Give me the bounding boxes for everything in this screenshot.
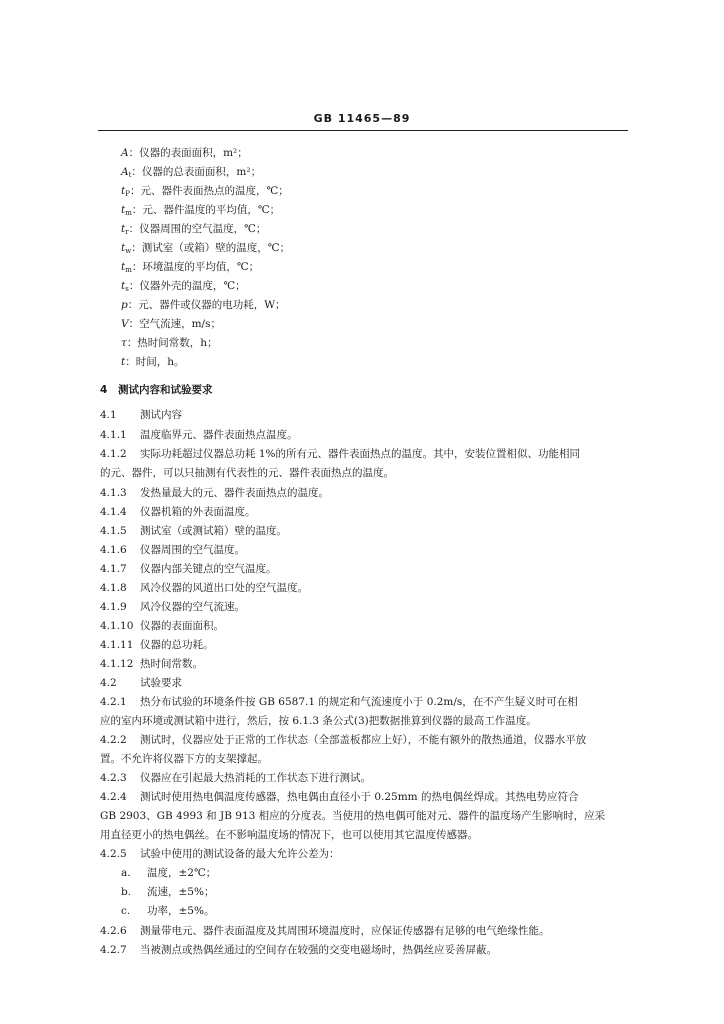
clause-text: 仪器内部关键点的空气温度。	[140, 563, 277, 575]
clause-text: 当被测点或热偶丝通过的空间存在较强的交变电磁场时，热偶丝应妥善屏蔽。	[140, 944, 497, 956]
symbol: t	[121, 223, 126, 235]
clause-4-1-2-cont: 的元、器件，可以只抽测有代表性的元、器件表面热点的温度。	[100, 467, 394, 479]
clause-text: 测试时使用热电偶温度传感器，热电偶由直径小于 0.25mm 的热电偶丝焊成。其热电势应符合	[140, 791, 579, 803]
symbol: t	[121, 280, 126, 292]
symbol-desc: ：测试室（或箱）壁的温度，℃；	[131, 242, 290, 254]
clause-number: 4.1.11	[100, 639, 134, 651]
clause-number: 4.1.12	[100, 658, 134, 670]
item-text: 功率，±5%。	[147, 905, 215, 917]
clause-4-2-3	[100, 771, 371, 785]
standard-code-header: GB 11465—89	[313, 112, 411, 125]
clause-number: 4.1.3	[100, 487, 127, 499]
clause-number: 4.2.2	[100, 734, 127, 746]
clause-4-1-4	[100, 505, 256, 519]
clause-4-1-10	[100, 619, 224, 633]
tolerance-item	[121, 866, 216, 880]
clause-number: 4.1.1	[100, 429, 127, 441]
tolerance-item	[121, 885, 214, 899]
symbol-desc: ：环境温度的平均值，℃；	[131, 261, 260, 273]
symbol: t	[121, 204, 126, 216]
clause-number: 4.2.7	[100, 944, 127, 956]
symbol: V	[121, 318, 129, 330]
symbol: τ	[121, 337, 127, 349]
clause-text: 风冷仪器的空气流速。	[140, 601, 245, 613]
clause-4-1-5	[100, 524, 287, 538]
symbol-desc: ：仪器的表面面积，m²；	[128, 147, 248, 159]
section-number: 4	[100, 384, 108, 396]
symbol-sub: m	[125, 266, 132, 274]
clause-4-2	[100, 676, 182, 690]
clause-text: 试验中使用的测试设备的最大允许公差为：	[140, 848, 340, 860]
symbol-def-tm	[121, 203, 280, 220]
clause-4-2-1-cont: 应的室内环境或测试箱中进行，然后，按 6.1.3 条公式(3)把数据推算到仪器的最高工作温度。	[100, 715, 537, 727]
clause-number: 4.1.10	[100, 620, 134, 632]
clause-number: 4.2.6	[100, 925, 127, 937]
section-4-heading	[100, 383, 213, 397]
clause-text: 仪器周围的空气温度。	[140, 544, 245, 556]
section-title: 测试内容和试验要求	[118, 384, 213, 396]
clause-4-1-12	[100, 657, 203, 671]
symbol-desc: ：仪器周围的空气温度，℃；	[128, 223, 267, 235]
item-key: b.	[121, 886, 132, 898]
symbol-sub: r	[125, 228, 129, 236]
clause-4-2-2	[100, 733, 586, 747]
clause-number: 4.2.3	[100, 772, 127, 784]
clause-number: 4.1.8	[100, 582, 127, 594]
symbol-def-v	[121, 317, 221, 334]
symbol-def-tau	[121, 336, 218, 353]
clause-4-1-6	[100, 543, 245, 557]
symbol: t	[121, 356, 126, 368]
symbol-sub: P	[125, 190, 130, 198]
clause-4-1-7	[100, 562, 277, 576]
clause-number: 4.1	[100, 409, 117, 421]
clause-text: 风冷仪器的风道出口处的空气温度。	[140, 582, 308, 594]
clause-number: 4.2	[100, 677, 117, 689]
clause-4-2-7	[100, 943, 497, 957]
symbol-desc: ：元、器件表面热点的温度，℃；	[129, 185, 289, 197]
clause-4-1-11	[100, 638, 214, 652]
clause-text: 热分布试验的环境条件按 GB 6587.1 的规定和气流速度小于 0.2m/s，在不产生疑义时可在相	[140, 696, 578, 708]
clause-4-2-1	[100, 695, 578, 709]
symbol: t	[121, 185, 126, 197]
symbol-desc: ：元、器件温度的平均值，℃；	[131, 204, 281, 216]
clause-4-1-9	[100, 600, 245, 614]
clause-number: 4.1.2	[100, 448, 127, 460]
clause-4-2-4-cont-2: 用直径更小的热电偶丝。在不影响温度场的情况下，也可以使用其它温度传感器。	[100, 829, 478, 841]
clause-4-1-1	[100, 428, 298, 442]
clause-text: 仪器的总功耗。	[140, 639, 214, 651]
symbol-desc: ：空气流速，m/s；	[128, 318, 221, 330]
symbol: t	[121, 261, 126, 273]
symbol-def-a	[121, 146, 248, 163]
clause-number: 4.2.4	[100, 791, 127, 803]
symbol-sub: t	[128, 171, 132, 179]
symbol: A	[121, 166, 129, 178]
clause-number: 4.1.7	[100, 563, 127, 575]
clause-number: 4.1.5	[100, 525, 127, 537]
symbol-def-tr	[121, 222, 266, 239]
clause-4-2-6	[100, 924, 550, 938]
clause-text: 测试时，仪器应处于正常的工作状态（全部盖板都应上好），不能有额外的散热通道，仪器水平放	[140, 734, 587, 746]
symbol-desc: ：时间，h。	[125, 356, 185, 368]
symbol-def-ts	[121, 279, 246, 296]
symbol-sub: m	[125, 209, 132, 217]
clause-number: 4.1.9	[100, 601, 127, 613]
clause-text: 仪器应在引起最大热消耗的工作状态下进行测试。	[140, 772, 371, 784]
item-text: 流速，±5%；	[147, 886, 215, 898]
symbol-def-tme	[121, 260, 259, 277]
clause-title: 试验要求	[140, 677, 182, 689]
symbol-desc: ：仪器外壳的温度，℃；	[128, 280, 246, 292]
symbol-sub: s	[125, 285, 129, 293]
header-rule	[98, 130, 628, 131]
clause-text: 仪器的表面面积。	[140, 620, 224, 632]
clause-text: 温度临界元、器件表面热点温度。	[140, 429, 298, 441]
clause-text: 测试室（或测试箱）壁的温度。	[140, 525, 287, 537]
clause-text: 发热量最大的元、器件表面热点的温度。	[140, 487, 329, 499]
symbol-def-p	[121, 298, 286, 315]
clause-4-1-3	[100, 486, 329, 500]
clause-4-1	[100, 408, 182, 422]
symbol: p	[121, 299, 128, 311]
clause-number: 4.1.4	[100, 506, 127, 518]
symbol: t	[121, 242, 126, 254]
symbol-desc: ：仪器的总表面面积，m²；	[131, 166, 262, 178]
symbol-desc: ：热时间常数，h；	[126, 337, 218, 349]
symbol-def-at	[121, 165, 261, 182]
clause-4-2-4	[100, 790, 578, 804]
clause-number: 4.2.5	[100, 848, 127, 860]
symbol-sub: w	[125, 247, 132, 255]
clause-4-1-8	[100, 581, 308, 595]
item-key: c.	[121, 905, 131, 917]
clause-4-2-4-cont-1: GB 2903、GB 4993 和 JB 913 相应的分度表。当使用的热电偶可能对元、器件的温度场产生影响时，应采	[100, 810, 606, 822]
tolerance-item	[121, 904, 214, 918]
clause-text: 实际功耗超过仪器总功耗 1%的所有元、器件表面热点的温度。其中，安装位置相似、功能相同	[140, 448, 580, 460]
symbol-def-tw	[121, 241, 290, 258]
clause-4-2-2-cont: 置。不允许将仪器下方的支架撑起。	[100, 753, 268, 765]
symbol-def-tp	[121, 184, 289, 201]
symbol-desc: ：元、器件或仪器的电功耗，W；	[127, 299, 286, 311]
clause-number: 4.1.6	[100, 544, 127, 556]
clause-number: 4.2.1	[100, 696, 127, 708]
symbol: A	[121, 147, 129, 159]
clause-4-1-2	[100, 447, 580, 461]
clause-text: 热时间常数。	[140, 658, 203, 670]
item-key: a.	[121, 867, 131, 879]
clause-text: 测量带电元、器件表面温度及其周围环境温度时，应保证传感器有足够的电气绝缘性能。	[140, 925, 550, 937]
symbol-def-t	[121, 355, 185, 372]
clause-4-2-5	[100, 847, 340, 861]
item-text: 温度，±2℃；	[147, 867, 217, 879]
clause-text: 仪器机箱的外表面温度。	[140, 506, 256, 518]
clause-title: 测试内容	[140, 409, 182, 421]
